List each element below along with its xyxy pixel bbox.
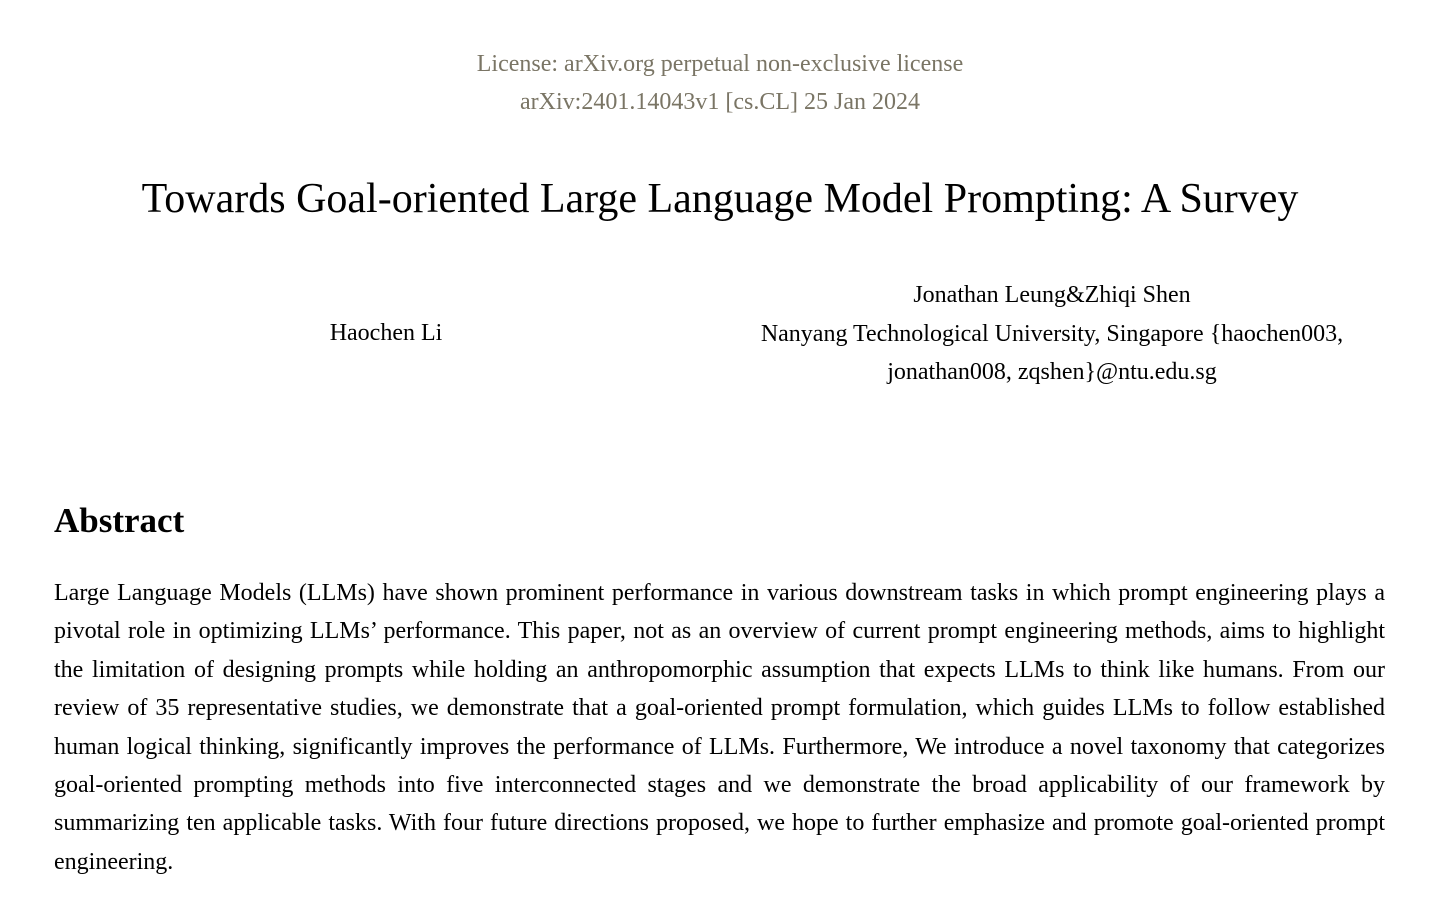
license-notice: License: arXiv.org perpetual non-exclusive license <box>476 51 964 77</box>
author-emails: jonathan008, zqshen}@ntu.edu.sg <box>887 359 1217 385</box>
author-block-left <box>246 314 526 352</box>
author-names: Jonathan Leung&Zhiqi Shen <box>913 282 1191 308</box>
author-name: Haochen Li <box>329 320 443 346</box>
author-affiliation: Nanyang Technological University, Singapore {haochen003, <box>760 320 1344 347</box>
abstract-text: Large Language Models (LLMs) have shown prominent performance in various downstream tasks in which prompt engineering plays a pivotal role in optimizing LLMs’ performance. This paper, not as an overview of current prompt engineering methods, aims to highlight the limitation of designing prompts while holding an anthropomorphic assumption that expects LLMs to think like humans. From our review of 35 representative studies, we demonstrate that a goal-oriented prompt formulation, which guides LLMs to follow established human logical thinking, significantly improves the performance of LLMs. Furthermore, We introduce a novel taxonomy that categorizes goal-oriented prompting methods into five interconnected stages and we demonstrate the broad applicability of our framework by summarizing ten applicable tasks. With four future directions proposed, we hope to further emphasize and promote goal-oriented prompt engineering. <box>54 580 1385 875</box>
abstract-heading: Abstract <box>54 501 185 540</box>
author-block-right <box>720 276 1384 392</box>
arxiv-identifier: arXiv:2401.14043v1 [cs.CL] 25 Jan 2024 <box>520 89 920 115</box>
paper-title: Towards Goal-oriented Large Language Model Prompting: A Survey <box>141 176 1299 222</box>
